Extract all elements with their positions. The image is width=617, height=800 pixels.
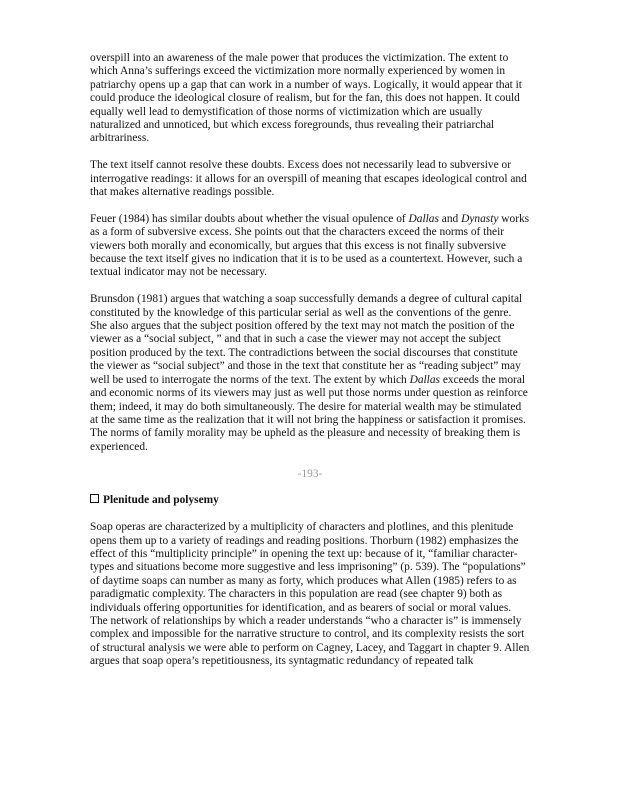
text-segment: Soap operas are characterized by a multiplicity of characters and plotlines, and this plenitude opens them up to a variety of readings and reading positions. Thorburn (1982) emphasizes the effect of this “multiplicity principle” in opening the text up: because of it, “familiar character-types and situations become more suggestive and less imprisoning” (p. 539). The “populations” of daytime soaps can number as many as forty, which produces what Allen (1985) refers to as paradigmatic complexity. The characters in this population are read (see chapter 9) both as individuals offering opportunities for identification, and as bearers of social or moral values. The network of relationships by which a reader understands “who a character is” is immensely complex and impossible for the narrative structure to control, and its complexity resists the sort of structural analysis we were able to perform on Cagney, Lacey, and Taggart in chapter 9. Allen argues that soap opera’s repetitiousness, its syntagmatic redundancy of repeated talk <box>90 521 530 668</box>
text-segment: exceeds the moral and economic norms of its viewers may just as well put those norms under question as reinforce them; indeed, it may do both simultaneously. The desire for material wealth may be stimulated at the same time as the realization that it will not bring the happiness or satisfaction it promises. The norms of family morality may be upheld as the pleasure and necessity of breaking them is experienced. <box>90 373 528 453</box>
page-number: -193- <box>297 467 323 480</box>
paragraph <box>90 213 530 280</box>
section-heading <box>90 494 530 507</box>
text-segment: works as a form of subversive excess. She points out that the characters exceed the norms of their viewers both morally and economically, but argues that this excess is not finally subversive because the text itself gives no indication that it is to be used as a countertext. However, such a textual indicator may not be necessary. <box>90 212 530 279</box>
text-segment: Feuer (1984) has similar doubts about whether the visual opulence of <box>90 212 409 225</box>
text-segment: Brunsdon (1981) argues that watching a soap successfully demands a degree of cultural capital constituted by the knowledge of this particular serial as well as the conventions of the genre. She also argues that the subject position offered by the text may not match the position of the viewer as a “social subject, ” and that in such a case the viewer may not accept the subject position produced by the text. The contradictions between the social discourses that constitute the viewer as “social subject” and those in the text that constitute her as “reading subject” may well be used to interrogate the norms of the text. The extent by which <box>90 293 523 386</box>
document-page <box>90 52 530 682</box>
text-segment: overspill into an awareness of the male power that produces the victimization. The extent to which Anna’s sufferings exceed the victimization more normally experienced by women in patriarchy opens up a gap that can work in a number of ways. Logically, it would appear that it could produce the ideological closure of realism, but for the fan, this does not happen. It could equally well lead to demystification of those norms of victimization which are usually naturalized and unnoticed, but which excess foregrounds, thus revealing their patriarchal arbitrariness. <box>90 52 522 145</box>
italic-title: Dallas <box>409 373 440 386</box>
paragraph <box>90 293 530 454</box>
paragraph <box>90 159 530 199</box>
square-bullet-icon <box>90 494 99 503</box>
text-segment: and <box>438 212 462 225</box>
paragraph <box>90 521 530 668</box>
section-heading-text: Plenitude and polysemy <box>103 494 219 507</box>
text-segment: The text itself cannot resolve these doubts. Excess does not necessarily lead to subversive or interrogative readings: it allows for an overspill of meaning that escapes ideological control and that makes alternative readings possible. <box>90 159 527 199</box>
italic-title: Dynasty <box>461 212 499 225</box>
paragraph <box>90 52 530 146</box>
italic-title: Dallas <box>408 212 439 225</box>
